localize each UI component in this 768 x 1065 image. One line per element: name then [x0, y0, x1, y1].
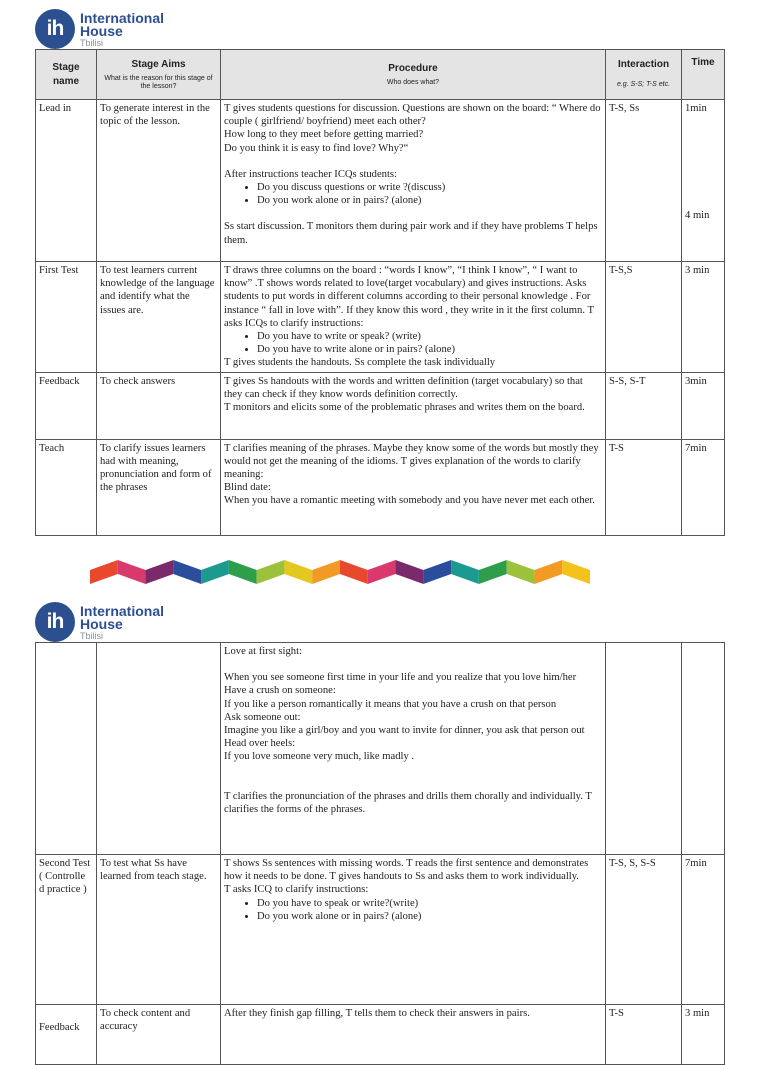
interaction-cell: [606, 643, 682, 855]
table-row: [36, 643, 725, 855]
zigzag-segment: [451, 560, 479, 584]
zigzag-segment: [229, 560, 257, 584]
zigzag-segment: [201, 560, 229, 584]
header-stage-aims: Stage Aims What is the reason for this stage of the lesson?: [97, 50, 221, 100]
procedure-cell: After they finish gap filling, T tells them to check their answers in pairs.: [221, 1005, 606, 1065]
time-cell: 7min: [682, 439, 725, 535]
bullet-item: • Do you work alone or in pairs? (alone): [257, 194, 602, 207]
stage-aims-cell: To generate interest in the topic of the lesson.: [97, 100, 221, 262]
header-time: Time: [682, 50, 725, 100]
zigzag-segment: [90, 560, 118, 584]
brand-logo: [35, 9, 164, 49]
stage-name-cell: Feedback: [36, 372, 97, 439]
zigzag-segment: [479, 560, 507, 584]
stage-name-cell: Second Test ( Controlle d practice ): [36, 855, 97, 1005]
zigzag-segment: [118, 560, 146, 584]
table-header-row: [36, 50, 725, 100]
time-cell: 1min 4 min: [682, 100, 725, 262]
procedure-cell: T draws three columns on the board : “words I know”, “I think I know”, “ I want to know” .T shows words related to love(target vocabulary) and gives instructions. Asks students to put words in different columns according to their personal knowledge . For instance “ fall in love with”. If they know this word , they write in it the first column. T asks ICQs to clarify instructions: • Do you have to write or speak? (write) • Do you have to write alone or in pairs? (alone) T gives students the handouts. Ss complete the task individually: [221, 262, 606, 373]
time-cell: 3min: [682, 372, 725, 439]
zigzag-segment: [368, 560, 396, 584]
interaction-cell: T-S: [606, 1005, 682, 1065]
brand-name-line1: International: [80, 10, 165, 26]
time-cell: 7min: [682, 855, 725, 1005]
lesson-plan-table: [35, 49, 725, 536]
brand-name-line2: House: [80, 616, 123, 632]
table-row: [36, 262, 725, 373]
stage-aims-cell: To check content and accuracy: [97, 1005, 221, 1065]
zigzag-segment: [257, 560, 285, 584]
zigzag-segment: [284, 560, 312, 584]
brand-name-line2: House: [80, 23, 123, 39]
table-row: [36, 100, 725, 262]
time-cell: 3 min: [682, 1005, 725, 1065]
ih-logo-icon: ih: [35, 9, 75, 49]
zigzag-segment: [340, 560, 368, 584]
brand-logo: [35, 602, 164, 642]
stage-aims-cell: [97, 643, 221, 855]
stage-name-cell: Lead in: [36, 100, 97, 262]
bullet-item: • Do you have to write alone or in pairs? (alone): [257, 343, 602, 356]
stage-aims-cell: To check answers: [97, 372, 221, 439]
bullet-item: • Do you have to speak or write?(write): [257, 897, 602, 910]
time-cell: 3 min: [682, 262, 725, 373]
brand-name-line1: International: [80, 603, 165, 619]
zigzag-segment: [507, 560, 535, 584]
zigzag-segment: [312, 560, 340, 584]
table-row: [36, 1005, 725, 1065]
brand-name: [80, 12, 164, 48]
zigzag-segment: [562, 560, 590, 584]
interaction-cell: T-S, S, S-S: [606, 855, 682, 1005]
procedure-cell: T gives Ss handouts with the words and written definition (target vocabulary) so that they can check if they know words definition correctly. T monitors and elicits some of the problematic phrases and writes them on the board.: [221, 372, 606, 439]
zigzag-segment: [423, 560, 451, 584]
time-cell: [682, 643, 725, 855]
interaction-cell: T-S: [606, 439, 682, 535]
stage-name-cell: [36, 643, 97, 855]
zigzag-segment: [396, 560, 424, 584]
header-stage-name: Stage name: [36, 50, 97, 100]
table-row: [36, 855, 725, 1005]
procedure-cell: T clarifies meaning of the phrases. Maybe they know some of the words but mostly they would not get the meaning of the idioms. T gives explanation of the words to clarify meaning: Blind date: When you have a romantic meeting with somebody and you have never met each other.: [221, 439, 606, 535]
stage-name-cell: Teach: [36, 439, 97, 535]
header-procedure: Procedure Who does what?: [221, 50, 606, 100]
stage-name-cell: Feedback: [36, 1005, 97, 1065]
decorative-zigzag-band: [90, 556, 590, 590]
stage-aims-cell: To test what Ss have learned from teach stage.: [97, 855, 221, 1005]
brand-city: Tbilisi: [80, 38, 104, 48]
stage-aims-cell: To test learners current knowledge of the language and identify what the issues are.: [97, 262, 221, 373]
interaction-cell: T-S,S: [606, 262, 682, 373]
table-row: [36, 439, 725, 535]
table-row: [36, 372, 725, 439]
procedure-cell: T gives students questions for discussion. Questions are shown on the board: “ Where do couple ( girlfriend/ boyfriend) meet each other? How long to they meet before getting married? Do you think it is easy to find love? Why?“ After instructions teacher ICQs students: • Do you discuss questions or write ?(discuss) • Do you work alone or in pairs? (alone) Ss start discussion. T monitors them during pair work and if they have problems T helps them.: [221, 100, 606, 262]
bullet-item: • Do you discuss questions or write ?(discuss): [257, 181, 602, 194]
header-interaction: Interaction e.g. S-S; T-S etc.: [606, 50, 682, 100]
interaction-cell: T-S, Ss: [606, 100, 682, 262]
lesson-plan-table-continued: [35, 642, 725, 1065]
procedure-cell: T shows Ss sentences with missing words. T reads the first sentence and demonstrates how it needs to be done. T gives handouts to Ss and asks them to work individually. T asks ICQ to clarify instructions: • Do you have to speak or write?(write) • Do you work alone or in pairs? (alone): [221, 855, 606, 1005]
zigzag-segment: [173, 560, 201, 584]
brand-city: Tbilisi: [80, 631, 104, 641]
interaction-cell: S-S, S-T: [606, 372, 682, 439]
brand-name: [80, 605, 164, 641]
zigzag-segment: [534, 560, 562, 584]
procedure-cell: Love at first sight: When you see someone first time in your life and you realize that you love him/her Have a crush on someone: If you like a person romantically it means that you have a crush on that person Ask someone out: Imagine you like a girl/boy and you want to invite for dinner, you ask that person out Head over heels: If you love someone very much, like madly . T clarifies the pronunciation of the phrases and drills them chorally and individually. T clarifies the forms of the phrases.: [221, 643, 606, 855]
bullet-item: • Do you have to write or speak? (write): [257, 330, 602, 343]
stage-aims-cell: To clarify issues learners had with meaning, pronunciation and form of the phrases: [97, 439, 221, 535]
stage-name-cell: First Test: [36, 262, 97, 373]
ih-logo-icon: ih: [35, 602, 75, 642]
zigzag-segment: [146, 560, 174, 584]
bullet-item: • Do you work alone or in pairs? (alone): [257, 910, 602, 923]
